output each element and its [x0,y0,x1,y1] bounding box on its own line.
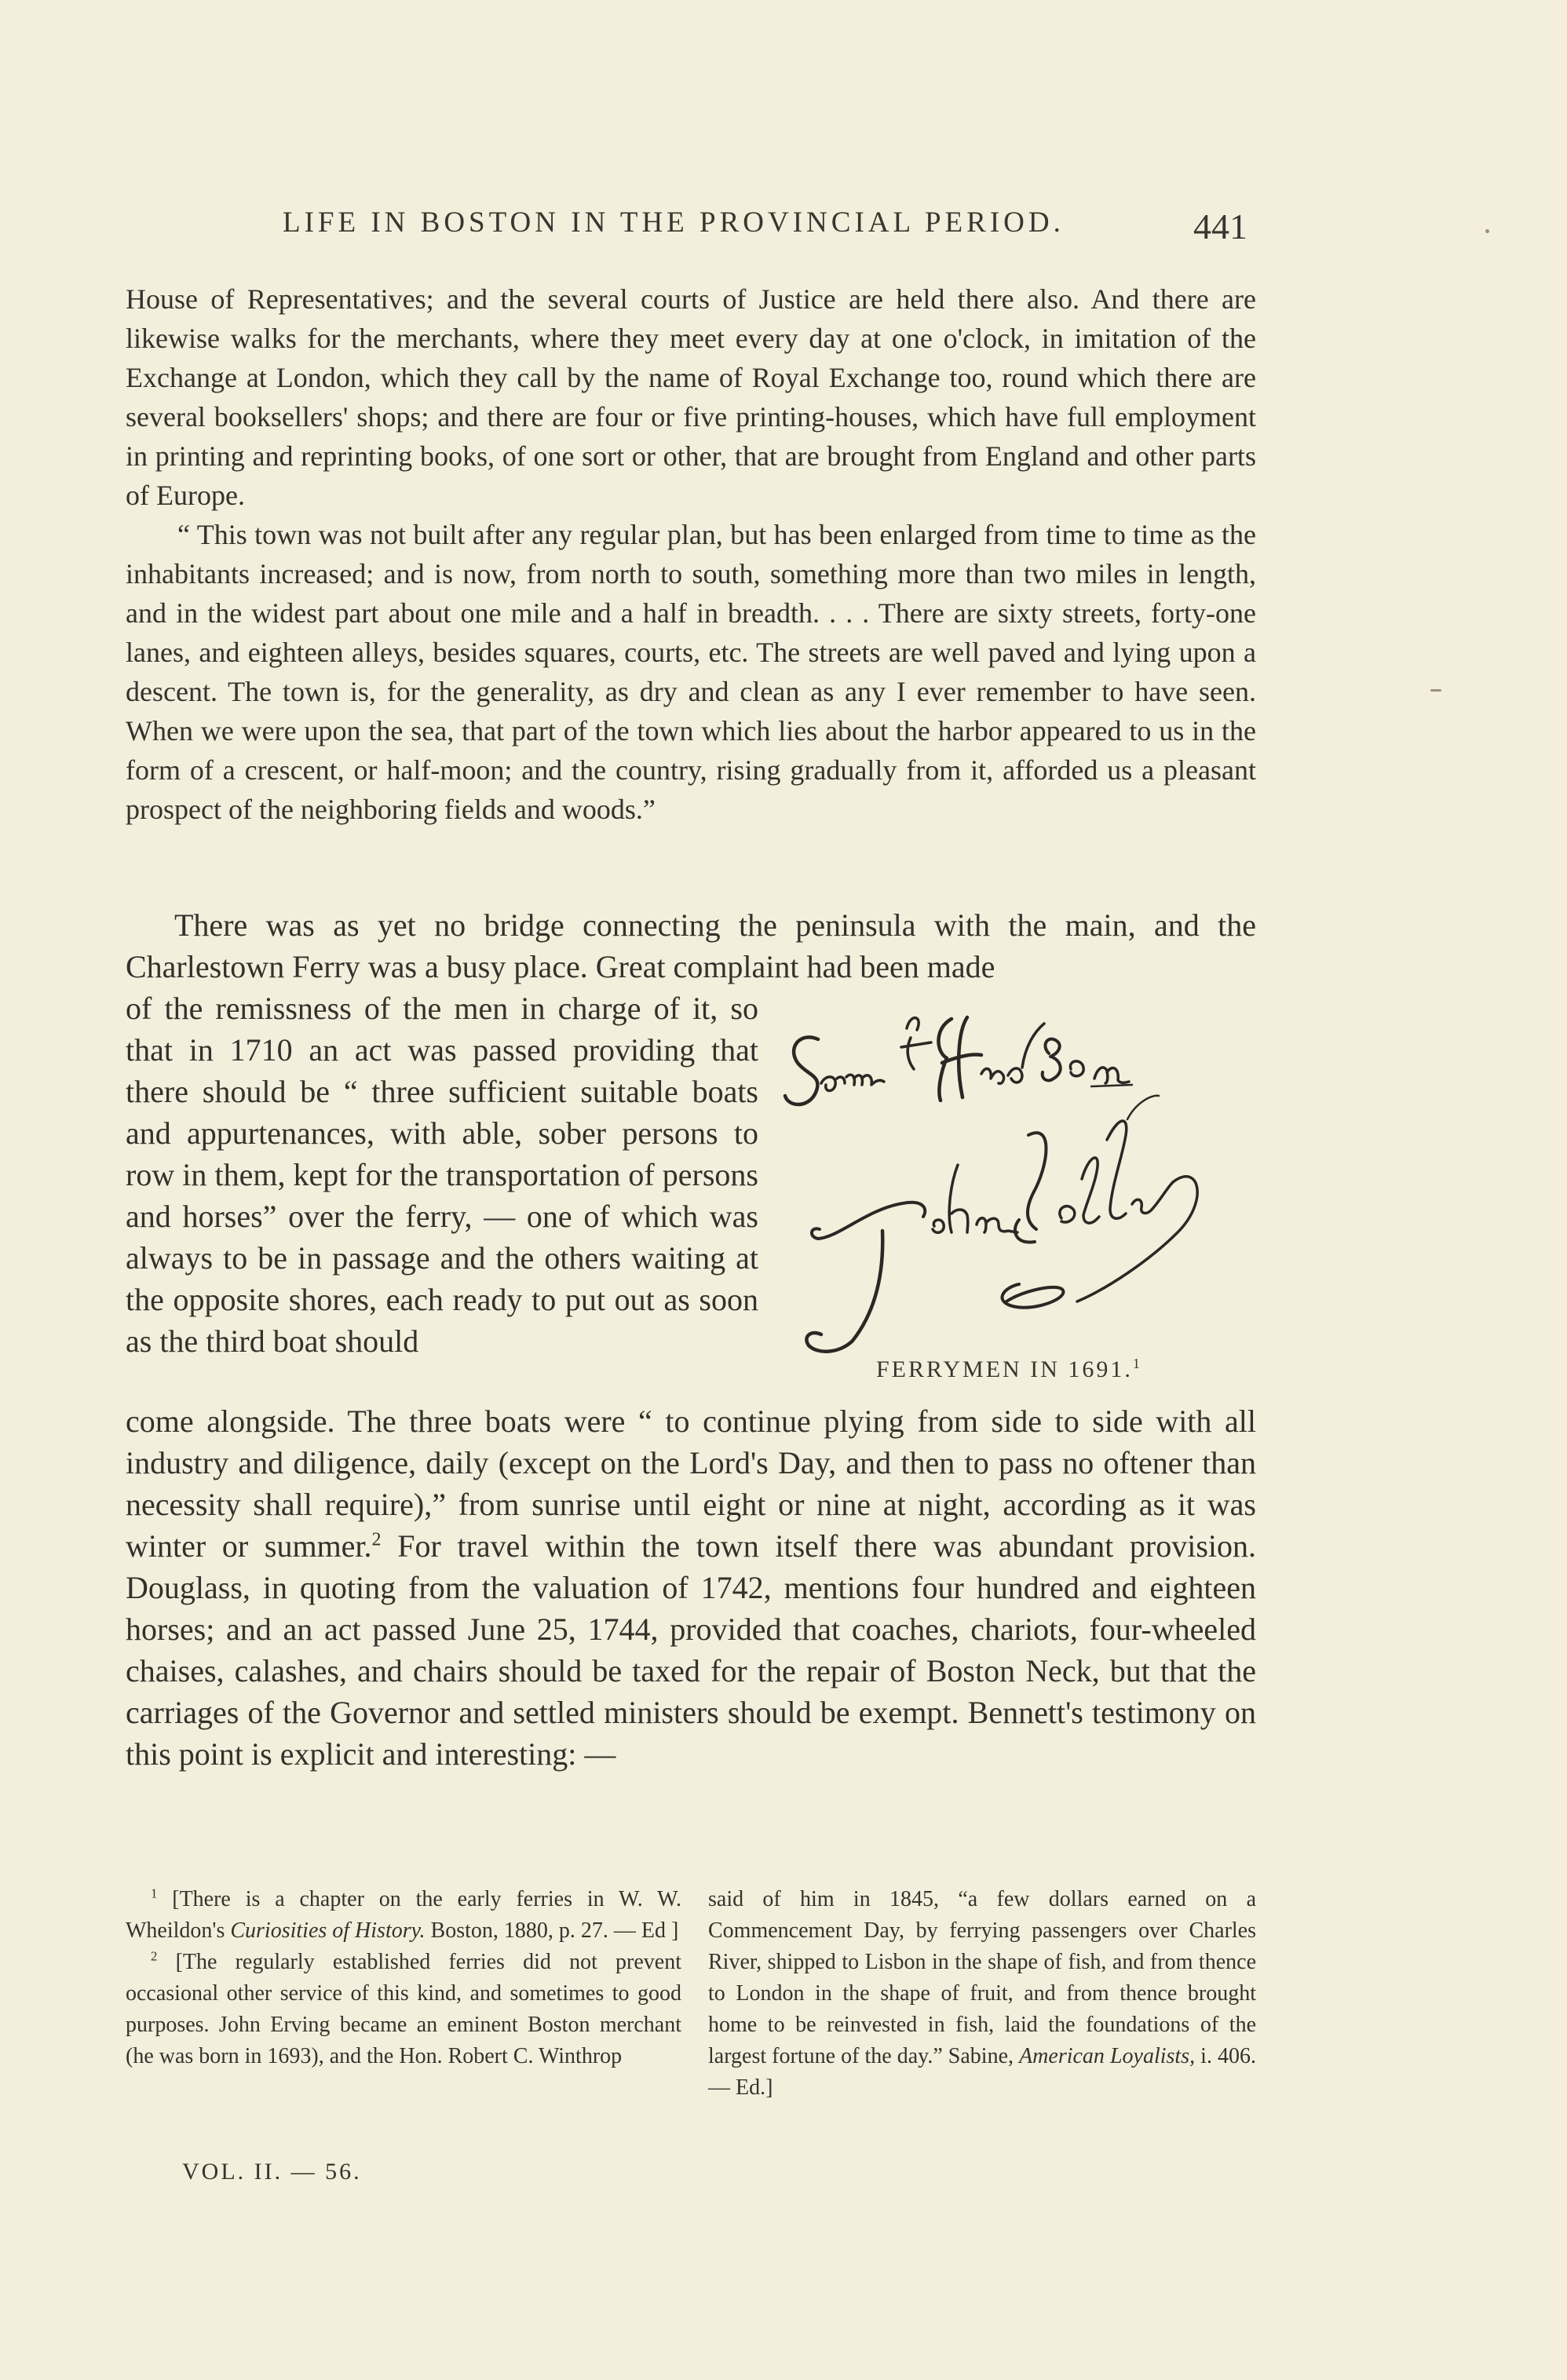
signature-sam-hudson [785,1017,1132,1104]
footnote-1-citation: Boston, 1880, p. 27. — Ed ] [425,1918,679,1943]
footnote-2-mark: 2 [151,1948,158,1964]
footnote-2-text: [The regularly established ferries did not prevent occasional other service of this kind, and sometimes to good purposes. John Erving became an eminent Boston merchant (he was born in 1693), and the Hon. Robert C. Winthrop [126,1950,681,2068]
footnotes-right-column [708,1884,1256,2104]
footnote-2-source-title: American Loyalists, [1019,2044,1196,2068]
body-text-beside-figure: of the remissness of the men in charge of it, so that in 1710 an act was passed providing that there should be “ three sufficient suitable boats and appurtenances, with able, sober persons to row in them, kept for the transportation of persons and horses” over the ferry, — one of which was always to be in passage and the others waiting at the opposite shores, each ready to put out as soon as the third boat should [126,991,758,1359]
signatures-illustration [769,997,1256,1374]
ferrymen-signatures-figure [769,997,1256,1374]
signature-john-colly [806,1096,1197,1352]
body-paragraph-intro: There was as yet no bridge connecting the peninsula with the main, and the Charlestown Ferry was a busy place. Great complaint had been made [126,907,1256,984]
footnote-2-citation: i. 406. — Ed.] [708,2044,1256,2100]
body-text-part-a: come alongside. The three boats were “ to continue plying from side to side with all industry and diligence, daily (except on the Lord's Day, and then to pass no oftener than necessity shall require),” from sunrise until eight or nine at night, according as it was winter or summer. [126,1404,1256,1564]
figure-caption [876,1356,1142,1383]
quoted-passage [126,279,1256,829]
footnote-2-continued-text: said of him in 1845, “a few dollars earned on a Commencement Day, by ferrying passengers over Charles River, shipped to Lisbon in the shape of fish, and from thence to London in the shape of fruit, and from thence brought home to be reinvested in fish, laid the foundations of the largest fortune of the day.” Sabine, [708,1887,1256,2068]
footnote-1-mark: 1 [151,1885,158,1901]
body-paragraph-continued [126,1400,1256,1775]
body-text-part-b: For travel within the town itself there was abundant provision. Douglass, in quoting from the valuation of 1742, mentions four hundred and eighteen horses; and an act passed June 25, 1744, provided that coaches, chariots, four-wheeled chaises, calashes, and chairs should be taxed for the repair of Boston Neck, but that the carriages of the Governor and settled ministers should be exempt. Bennett's testimony on this point is explicit and interesting: — [126,1528,1256,1772]
paper-speck [1485,229,1489,233]
footnote-1 [126,1884,681,1947]
footnote-1-text: [There is a chapter on the early ferries in W. W. Wheildon's [126,1887,681,1943]
quote-paragraph-2: “ This town was not built after any regular plan, but has been enlarged from time to time as the inhabitants increased; and is now, from north to south, something more than two miles in length, and in the widest part about one mile and a half in breadth. . . . There are sixty streets, forty-one lanes, and eighteen alleys, besides squares, courts, etc. The streets are well paved and lying upon a descent. The town is, for the generality, as dry and clean as any I ever remember to have seen. When we were upon the sea, that part of the town which lies about the harbor appeared to us in the form of a crescent, or half-moon; and the country, rising gradually from it, afforded us a pleasant prospect of the neighboring fields and woods.” [126,519,1256,825]
footnote-2-continued [708,1884,1256,2104]
caption-footnote-mark: 1 [1132,1356,1142,1371]
figure-caption-text: FERRYMEN IN 1691. [876,1356,1133,1382]
footnotes-left-column [126,1884,681,2072]
page-number: 441 [1193,206,1247,246]
quote-paragraph-1: House of Representatives; and the several courts of Justice are held there also. And there are likewise walks for the merchants, where they meet every day at one o'clock, in imitation of the Exchange at London, which they call by the name of Royal Exchange too, round which there are several booksellers' shops; and there are four or five printing-houses, which have full employment in printing and reprinting books, of one sort or other, that are brought from England and other parts of Europe. [126,283,1256,511]
footnote-2 [126,1947,681,2072]
footnote-1-title: Curiosities of History. [230,1918,426,1943]
printer-signature-mark: VOL. II. — 56. [182,2159,362,2185]
footnote-ref-2: 2 [371,1529,382,1550]
paper-speck [1430,689,1441,692]
running-title: LIFE IN BOSTON IN THE PROVINCIAL PERIOD. [283,206,1065,239]
